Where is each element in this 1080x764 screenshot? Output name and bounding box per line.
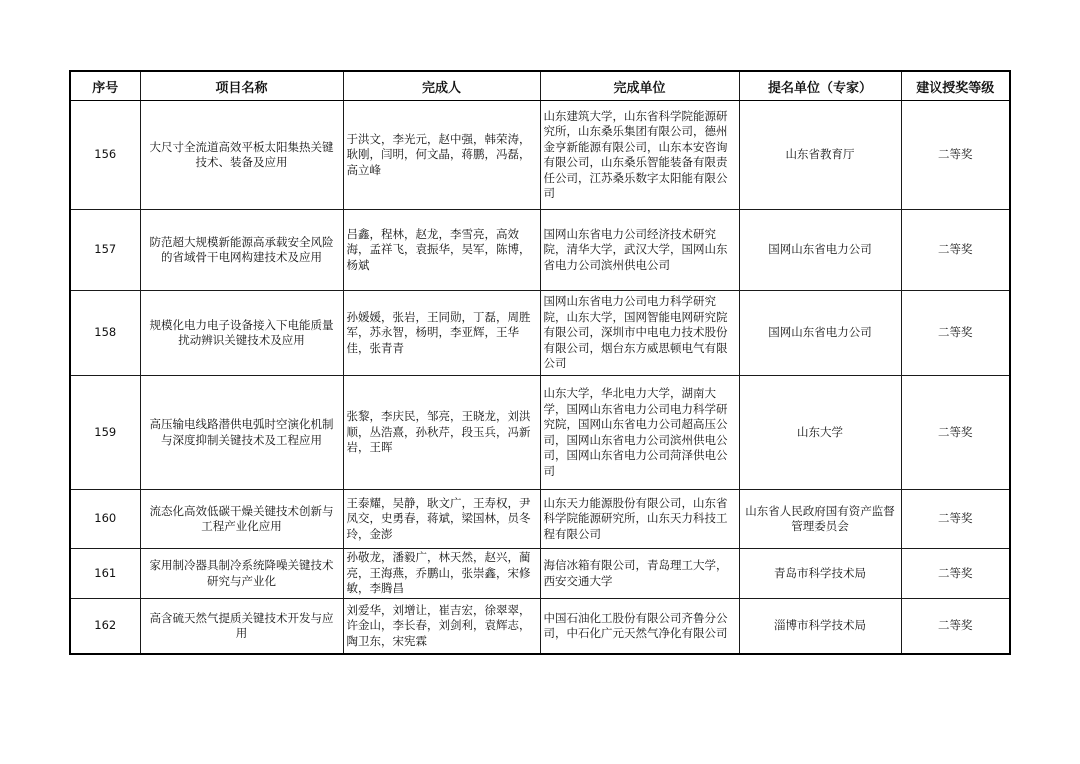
row-no: 160 <box>70 490 140 549</box>
row-people: 吕鑫，程林，赵龙，李雪亮，高效海，孟祥飞，袁振华，吴军，陈博，杨斌 <box>343 210 540 291</box>
row-nominator: 山东大学 <box>739 376 901 490</box>
row-no: 156 <box>70 101 140 210</box>
table-row <box>70 210 1010 291</box>
award-list-page <box>69 70 1009 655</box>
row-no: 158 <box>70 291 140 376</box>
award-table <box>69 70 1011 655</box>
row-level: 二等奖 <box>901 376 1010 490</box>
row-people: 张黎，李庆民，邹亮，王晓龙，刘洪顺，丛浩熹，孙秋芹，段玉兵，冯新岩，王晖 <box>343 376 540 490</box>
table-row <box>70 291 1010 376</box>
row-level: 二等奖 <box>901 599 1010 655</box>
row-project: 防范超大规模新能源高承载安全风险的省域骨干电网构建技术及应用 <box>140 210 343 291</box>
row-project: 高压输电线路潜供电弧时空演化机制与深度抑制关键技术及工程应用 <box>140 376 343 490</box>
row-units: 国网山东省电力公司电力科学研究院，山东大学，国网智能电网研究院有限公司，深圳市中电电力技术股份有限公司，烟台东方威思顿电气有限公司 <box>540 291 739 376</box>
row-units: 山东天力能源股份有限公司，山东省科学院能源研究所，山东天力科技工程有限公司 <box>540 490 739 549</box>
row-people: 孙敬龙，潘毅广，林天然，赵兴，蔺亮，王海燕，乔鹏山，张崇鑫，宋修敏，李腾昌 <box>343 549 540 599</box>
header-level: 建议授奖等级 <box>901 71 1010 101</box>
row-project: 高含硫天然气提质关键技术开发与应用 <box>140 599 343 655</box>
row-units: 山东建筑大学，山东省科学院能源研究所，山东桑乐集团有限公司，德州金亨新能源有限公司，山东本安咨询有限公司，山东桑乐智能装备有限责任公司，江苏桑乐数字太阳能有限公司 <box>540 101 739 210</box>
row-nominator: 国网山东省电力公司 <box>739 291 901 376</box>
table-row <box>70 599 1010 655</box>
row-nominator: 淄博市科学技术局 <box>739 599 901 655</box>
row-units: 海信冰箱有限公司，青岛理工大学，西安交通大学 <box>540 549 739 599</box>
table-row <box>70 549 1010 599</box>
table-header-row <box>70 71 1010 101</box>
row-units: 山东大学，华北电力大学，湖南大学，国网山东省电力公司电力科学研究院，国网山东省电力公司超高压公司，国网山东省电力公司滨州供电公司，国网山东省电力公司菏泽供电公司 <box>540 376 739 490</box>
row-no: 159 <box>70 376 140 490</box>
row-project: 大尺寸全流道高效平板太阳集热关键技术、装备及应用 <box>140 101 343 210</box>
row-people: 刘爱华，刘增让，崔吉宏，徐翠翠，许金山，李长春，刘剑利，袁辉志，陶卫东，宋宪霖 <box>343 599 540 655</box>
row-no: 157 <box>70 210 140 291</box>
row-nominator: 国网山东省电力公司 <box>739 210 901 291</box>
row-nominator: 山东省人民政府国有资产监督管理委员会 <box>739 490 901 549</box>
header-project: 项目名称 <box>140 71 343 101</box>
row-people: 王泰耀，吴静，耿文广，王寿权，尹凤交，史勇春，蒋斌，梁国林，员冬玲，金澎 <box>343 490 540 549</box>
header-nominator: 提名单位（专家） <box>739 71 901 101</box>
row-level: 二等奖 <box>901 101 1010 210</box>
header-people: 完成人 <box>343 71 540 101</box>
table-row <box>70 490 1010 549</box>
row-people: 孙媛媛，张岩，王同勋，丁磊，周胜军，苏永智，杨明，李亚辉，王华佳，张青青 <box>343 291 540 376</box>
header-units: 完成单位 <box>540 71 739 101</box>
row-people: 于洪文，李光元，赵中强，韩荣涛，耿刚，闫明，何文晶，蒋鹏，冯磊，高立峰 <box>343 101 540 210</box>
row-no: 161 <box>70 549 140 599</box>
row-units: 中国石油化工股份有限公司齐鲁分公司，中石化广元天然气净化有限公司 <box>540 599 739 655</box>
row-level: 二等奖 <box>901 549 1010 599</box>
row-units: 国网山东省电力公司经济技术研究院，清华大学，武汉大学，国网山东省电力公司滨州供电公司 <box>540 210 739 291</box>
row-level: 二等奖 <box>901 490 1010 549</box>
header-no: 序号 <box>70 71 140 101</box>
row-level: 二等奖 <box>901 210 1010 291</box>
row-project: 规模化电力电子设备接入下电能质量扰动辨识关键技术及应用 <box>140 291 343 376</box>
row-project: 流态化高效低碳干燥关键技术创新与工程产业化应用 <box>140 490 343 549</box>
row-nominator: 山东省教育厅 <box>739 101 901 210</box>
row-nominator: 青岛市科学技术局 <box>739 549 901 599</box>
table-row <box>70 376 1010 490</box>
table-row <box>70 101 1010 210</box>
row-project: 家用制冷器具制冷系统降噪关键技术研究与产业化 <box>140 549 343 599</box>
row-no: 162 <box>70 599 140 655</box>
row-level: 二等奖 <box>901 291 1010 376</box>
